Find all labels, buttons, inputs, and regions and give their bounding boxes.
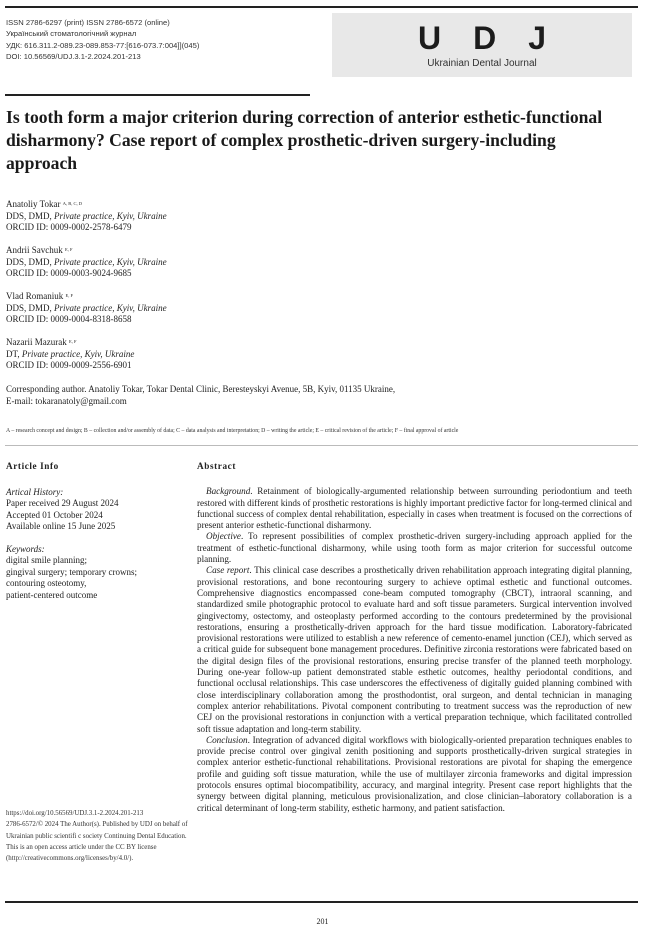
author-affiliation: Private practice, Kyiv, Ukraine [54, 256, 167, 267]
author-roles: E, F [65, 247, 73, 252]
author-degree: DT, [6, 348, 22, 359]
author-orcid: ORCID ID: 0009-0009-2556-6901 [6, 360, 132, 370]
author-name: Vlad Romaniuk [6, 291, 64, 301]
author-affiliation: Private practice, Kyiv, Ukraine [54, 302, 167, 313]
section-text: . This clinical case describes a prosthetically driven rehabilitation approach integrating digital planning, provisional restorations, and bone recontouring surgery to achieve optimal esthetic and functional outcomes. Comprehensive diagnostics encompassed cone-beam computed tomography (CBCT), intraoral scanning, and standardized smile photographic protocol to evaluate hard and soft tissue parameters. Surgical intervention involved gingivectomy, ostectomy, and osteoplasty performed according to the contours predetermined by the provisional restorations, ensuring a prosthetically-driven approach for the hard tissue modification. Laboratory-fabricated provisional restorations were utilized to establish a new reference of cemento-enamel junction (CEJ), which served as a critical guide for subsequent bone management procedures. Definitive zirconia restorations were fabricated based on the digital design files of the provisional restorations, ensuring precise transfer of the planned teeth morphology. During one-year follow-up patient demonstrated stable esthetic outcomes, healthy periodontal conditions, and functional occlusal relationships. This case underscores the effectiveness of digitally guided planning combined with close interdisciplinary collaboration among the prosthodontist, oral surgeon, and dental technician in managing complex anterior rehabilitations. Pivotal component contributing to treatment success was the reproduction of new CEJ on the provisional restorations in conjunction with a vertical preparation technique, which facilitated controlled soft tissue adaptation and long-term stability. [197, 565, 632, 734]
author-name: Anatoliy Tokar [6, 199, 61, 209]
doi: DOI: 10.56569/UDJ.3.1-2.2024.201-213 [6, 51, 141, 61]
section-text: . Retainment of biologically-argumented relationship between surrounding periodontium and teeth restored with different kinds of prosthetic restorations is highly important predictive factor for long-termed clinical and functional success of complex dental rehabilitation, especially in cases when treatment is focused on the corrections of present anterior esthetic-functional disharmony. [197, 486, 632, 531]
contributions-legend: A – research concept and design; B – collection and/or assembly of data; C – data analysis and interpretation; D – writing the article; E – critical revision of the article; F – final approval of article [6, 428, 459, 434]
contributions-rule [5, 445, 638, 446]
author-name: Nazarii Mazurak [6, 337, 67, 347]
keywords-label: Keywords: [6, 543, 45, 554]
authors [6, 199, 167, 383]
article-info [6, 461, 191, 601]
keyword: gingival surgery; temporary crowns; [6, 566, 138, 577]
online-date: Available online 15 June 2025 [6, 521, 116, 531]
section-text: . To represent possibilities of complex prosthetic-driven surgery-including approach applied for the treatment of esthetic-functional disharmony, while using tooth form as major criterion for successful outcome planning. [197, 531, 632, 565]
keyword: patient-centered outcome [6, 589, 98, 600]
received-date: Paper received 29 August 2024 [6, 498, 119, 508]
article-title: Is tooth form a major criterion during correction of anterior esthetic-functional disharmony? Case report of complex prosthetic-driven surgery-including approach [6, 107, 603, 173]
article-info-heading: Article Info [6, 461, 59, 471]
author [6, 291, 167, 326]
section-label: Objective [206, 531, 241, 542]
author-degree: DDS, DMD, [6, 256, 55, 267]
license-text: 2786-6572/© 2024 The Author(s). Published by UDJ on behalf of Ukrainian public scientifi c society Continuing Dental Education. This is an open access article under the CC BY license (http://creativecommons.org/licenses/by/4.0/). [6, 821, 188, 863]
abstract-case-report [197, 565, 632, 734]
abstract-objective [197, 531, 632, 565]
author [6, 199, 167, 234]
author-degree: DDS, DMD, [6, 210, 55, 221]
abstract [197, 461, 632, 814]
keyword: digital smile planning; [6, 555, 87, 565]
author-affiliation: Private practice, Kyiv, Ukraine [54, 210, 167, 221]
author-affiliation: Private practice, Kyiv, Ukraine [21, 348, 135, 359]
author [6, 245, 167, 280]
abstract-heading: Abstract [197, 461, 236, 471]
license-note [6, 808, 196, 864]
author-roles: A, B, C, D [62, 201, 82, 206]
author-orcid: ORCID ID: 0009-0003-9024-9685 [6, 268, 132, 278]
header-rule [5, 94, 310, 96]
author [6, 337, 167, 372]
journal-name-ua: Український стоматологічний журнал [6, 29, 137, 39]
author-roles: E, F [68, 339, 77, 344]
author-orcid: ORCID ID: 0009-0004-8318-8658 [6, 314, 132, 324]
author-roles: E, F [65, 293, 74, 298]
logo-name: Ukrainian Dental Journal [427, 58, 537, 69]
keyword: contouring osteotomy, [6, 578, 87, 588]
udc: УДК: 616.311.2-089.23-089.853-77:[616-073.7:004]](045) [6, 40, 200, 50]
issn: ISSN 2786-6297 (print) ISSN 2786-6572 (online) [6, 18, 170, 27]
section-label: Background [206, 486, 251, 497]
abstract-conclusion [197, 735, 632, 814]
bottom-rule [5, 901, 638, 903]
corresponding-author [6, 384, 395, 407]
author-degree: DDS, DMD, [6, 302, 55, 313]
history-label: Artical History: [6, 486, 64, 497]
logo-letters: UDJ [417, 20, 578, 56]
corresponding-email: E-mail: tokaranatoly@gmail.com [6, 395, 127, 406]
section-label: Case report [206, 565, 250, 576]
section-label: Conclusion [206, 734, 248, 745]
journal-logo [332, 13, 632, 77]
author-orcid: ORCID ID: 0009-0002-2578-6479 [6, 222, 132, 232]
page-number: 201 [316, 917, 329, 926]
section-text: . Integration of advanced digital workflows with biologically-oriented preparation techniques enables to provide precise control over gingival zenith positioning and supports prosthetically-driven surgical strategies in complex anterior esthetic-functional rehabilitations. Provisional restorations are pivotal for shaping the emergence profile and guiding soft tissue maturation, while the use of multilayer zirconia frameworks and digital impression protocols ensures optimal biocompatibility, accuracy, and marginal integrity. Present case report highlights that the synergy between digital planning, meticulous provisionalization, and close clinician–laboratory collaboration is a critical determinant of long-term stability, esthetic harmony, and patient satisfaction. [197, 734, 632, 813]
abstract-background [197, 486, 632, 531]
corresponding-address: Corresponding author. Anatoliy Tokar, Tokar Dental Clinic, Beresteyskyi Avenue, 5B, Kyiv, 01135 Ukraine, [6, 384, 396, 394]
journal-header [6, 17, 199, 62]
top-rule [5, 6, 638, 8]
accepted-date: Accepted 01 October 2024 [6, 509, 103, 520]
author-name: Andrii Savchuk [6, 245, 63, 255]
doi-link[interactable]: https://doi.org/10.56569/UDJ.3.1-2.2024.201-213 [6, 810, 144, 817]
